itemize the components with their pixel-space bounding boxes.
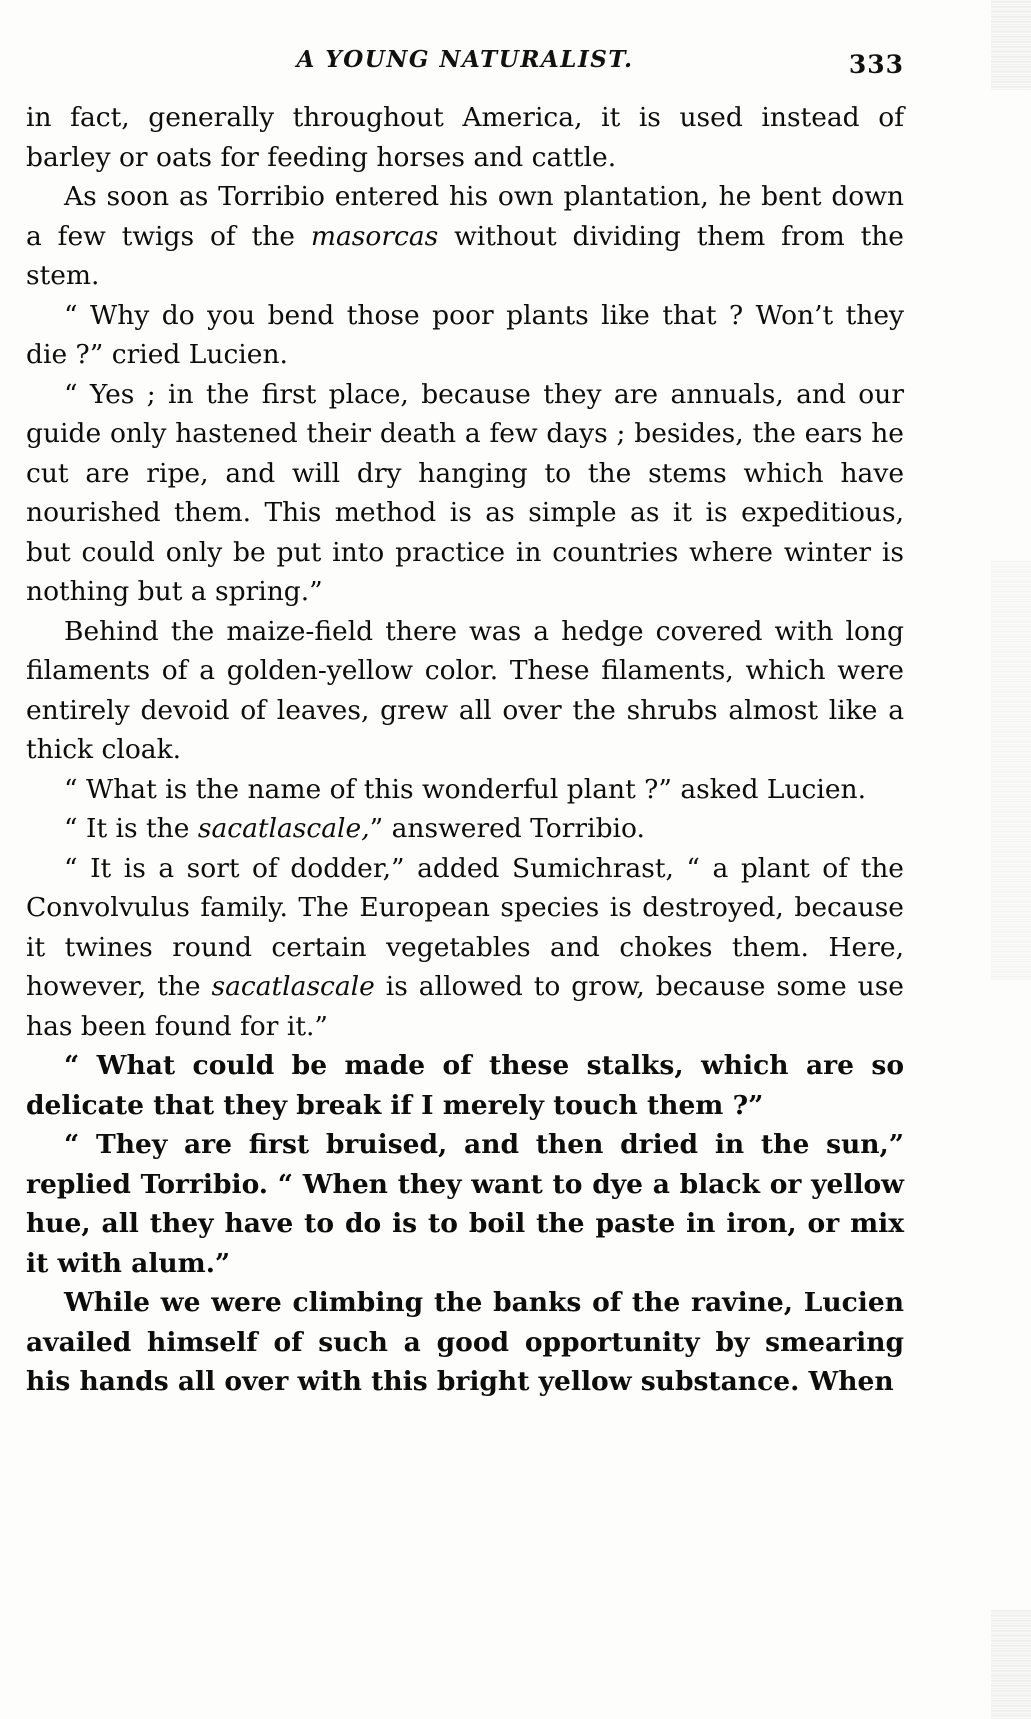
body-text (26, 98, 904, 1402)
page-edge-shadow-top (991, 0, 1031, 90)
paragraph-7-text-a: “ It is the (64, 813, 198, 844)
paragraph-2-text-b: without dividing them from the stem. (26, 220, 904, 291)
paragraph-1: in fact, generally throughout America, it is used instead of barley or oats for feeding horses and cattle. (26, 102, 904, 173)
paragraph-8-italic: sacatlascale (211, 971, 375, 1002)
paragraph-4: “ Yes ; in the first place, because they are annuals, and our guide only hastened their death a few days ; besides, the ears he cut are ripe, and will dry hanging to the stems which have nourished them. This method is as simple as it is expeditious, but could only be put into practice in countries where winter is nothing but a spring.” (26, 378, 904, 607)
running-title: A YOUNG NATURALIST. (296, 46, 634, 73)
paragraph-2 (26, 177, 904, 296)
paragraph-8-text-a: “ It is a sort of dodder,” added Sumichrast, “ a plant of the Convolvulus family. The European species is destroyed, because it twines round certain vegetables and chokes them. Here, however, the (26, 852, 904, 1002)
paragraph-8-text-b: is allowed to grow, because some use has been found for it.” (26, 971, 904, 1042)
paragraph-7-text-b: ” answered Torribio. (369, 813, 645, 844)
paragraph-3: “ Why do you bend those poor plants like that ? Won’t they die ?” cried Lucien. (26, 299, 904, 370)
paragraph-11: While we were climbing the banks of the ravine, Lucien availed himself of such a good opportunity by smearing his hands all over with this bright yellow substance. When (26, 1287, 904, 1397)
paragraph-8 (26, 849, 904, 1047)
paragraph-2-italic: masorcas (310, 220, 439, 252)
paragraph-6: “ What is the name of this wonderful plant ?” asked Lucien. (64, 773, 867, 805)
paragraph-9: “ What could be made of these stalks, which are so delicate that they break if I merely touch them ?” (26, 1050, 904, 1121)
paragraph-7-italic: sacatlascale, (197, 813, 370, 844)
page-edge-shadow-middle (991, 560, 1031, 980)
page-number: 333 (848, 50, 904, 79)
paragraph-2-text-a: As soon as Torribio entered his own plantation, he bent down a few twigs of the (26, 181, 904, 252)
running-head (26, 40, 904, 84)
paragraph-7 (26, 809, 904, 849)
page-edge-shadow-bottom (991, 1610, 1031, 1719)
paragraph-10: “ They are first bruised, and then dried in the sun,” replied Torribio. “ When they want to dye a black or yellow hue, all they have to do is to boil the paste in iron, or mix it with alum.” (26, 1129, 904, 1279)
paragraph-5: Behind the maize-field there was a hedge covered with long filaments of a golden-yellow color. These filaments, which were entirely devoid of leaves, grew all over the shrubs almost like a thick cloak. (26, 615, 904, 765)
